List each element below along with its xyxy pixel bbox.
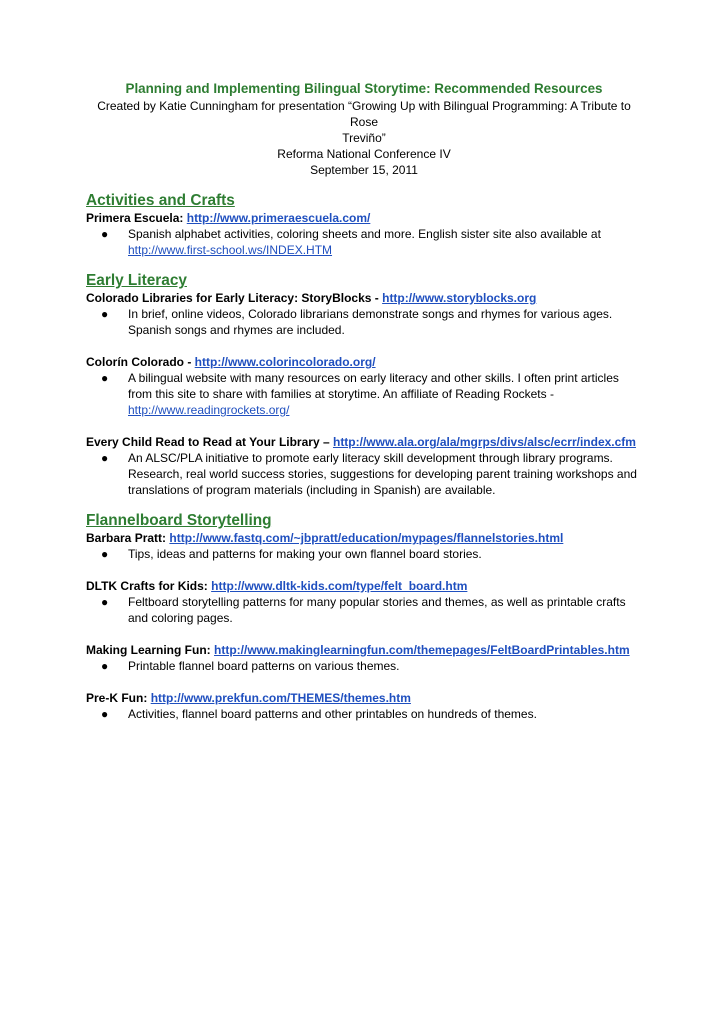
- list-item: [86, 226, 642, 258]
- list-item: [86, 706, 642, 722]
- resource-title: [86, 642, 728, 658]
- resource-link[interactable]: http://www.storyblocks.org: [382, 291, 537, 305]
- list-item: [86, 450, 642, 498]
- resource-link[interactable]: http://www.fastq.com/~jbpratt/education/mypages/flannelstories.html: [169, 531, 564, 545]
- bullet-icon: ●: [101, 595, 109, 609]
- resource-name: Primera Escuela:: [86, 211, 184, 225]
- spacer: [86, 674, 728, 690]
- resource-link[interactable]: http://www.prekfun.com/THEMES/themes.htm: [150, 691, 411, 705]
- spacer: [86, 418, 728, 434]
- resource-name: Colorín Colorado -: [86, 355, 192, 369]
- bullet-text: Feltboard storytelling patterns for many popular stories and themes, as well as printable crafts and coloring pages.: [128, 595, 626, 625]
- resource-title: [86, 354, 728, 370]
- bullet-list: [86, 594, 728, 626]
- bullet-icon: ●: [101, 547, 109, 561]
- resource-name: Every Child Read to Read at Your Library –: [86, 435, 330, 449]
- bullet-text: Activities, flannel board patterns and other printables on hundreds of themes.: [128, 707, 537, 721]
- bullet-list: [86, 706, 728, 722]
- section-flannelboard-storytelling: [86, 511, 728, 722]
- resource-link[interactable]: http://www.primeraescuela.com/: [186, 211, 371, 225]
- bullet-list: [86, 546, 728, 562]
- bullet-text: Printable flannel board patterns on various themes.: [128, 659, 400, 673]
- section-heading: Flannelboard Storytelling: [86, 512, 272, 529]
- section-heading: Early Literacy: [86, 272, 187, 289]
- bullet-icon: ●: [101, 227, 109, 241]
- bullet-text: In brief, online videos, Colorado librarians demonstrate songs and rhymes for various ages. Spanish songs and rhymes are included.: [128, 307, 613, 337]
- bullet-link[interactable]: http://www.first-school.ws/INDEX.HTM: [128, 243, 333, 257]
- resource-title: [86, 530, 728, 546]
- document-header: [86, 80, 642, 178]
- bullet-icon: ●: [101, 707, 109, 721]
- bullet-list: [86, 370, 728, 418]
- resource-link[interactable]: http://www.colorincolorado.org/: [194, 355, 376, 369]
- resource-title: [86, 290, 728, 306]
- document-page: [0, 80, 728, 1022]
- resource-name: Colorado Libraries for Early Literacy: StoryBlocks -: [86, 291, 379, 305]
- resource-title: [86, 690, 728, 706]
- header-credit-line-cont: Treviño”: [342, 131, 386, 145]
- bullet-list: [86, 450, 728, 498]
- bullet-text: A bilingual website with many resources on early literacy and other skills. I often print articles from this site to share with families at storytime. An affiliate of Reading Rockets -: [128, 371, 619, 401]
- bullet-icon: ●: [101, 451, 109, 465]
- resource-name: Barbara Pratt:: [86, 531, 167, 545]
- resource-name: DLTK Crafts for Kids:: [86, 579, 208, 593]
- resource-link[interactable]: http://www.dltk-kids.com/type/felt_board.htm: [211, 579, 468, 593]
- resource-title: [86, 434, 728, 450]
- resource-name: Making Learning Fun:: [86, 643, 211, 657]
- bullet-icon: ●: [101, 659, 109, 673]
- document-title: Planning and Implementing Bilingual Storytime: Recommended Resources: [125, 81, 603, 96]
- spacer: [86, 562, 728, 578]
- resource-link[interactable]: http://www.makinglearningfun.com/themepages/FeltBoardPrintables.htm: [214, 643, 630, 657]
- header-conference: Reforma National Conference IV: [277, 147, 451, 161]
- section-heading: Activities and Crafts: [86, 192, 235, 209]
- bullet-icon: ●: [101, 307, 109, 321]
- bullet-link[interactable]: http://www.readingrockets.org/: [128, 403, 290, 417]
- header-date: September 15, 2011: [310, 163, 418, 177]
- bullet-list: [86, 226, 728, 258]
- bullet-list: [86, 306, 728, 338]
- bullet-icon: ●: [101, 371, 109, 385]
- list-item: [86, 306, 642, 338]
- spacer: [86, 338, 728, 354]
- resource-title: [86, 578, 728, 594]
- header-credit-line: Created by Katie Cunningham for presentation “Growing Up with Bilingual Programming: A Tribute to Rose: [97, 99, 631, 129]
- section-early-literacy: [86, 271, 728, 498]
- bullet-text: Tips, ideas and patterns for making your own flannel board stories.: [128, 547, 482, 561]
- list-item: [86, 658, 642, 674]
- bullet-text: Spanish alphabet activities, coloring sheets and more. English sister site also available at: [128, 227, 601, 241]
- list-item: [86, 546, 642, 562]
- list-item: [86, 370, 642, 418]
- section-activities-and-crafts: [86, 191, 728, 258]
- bullet-list: [86, 658, 728, 674]
- resource-title: [86, 210, 728, 226]
- bullet-text: An ALSC/PLA initiative to promote early literacy skill development through library programs. Research, real world success stories, suggestions for developing parent training workshops and translations of program materials (including in Spanish) are available.: [128, 451, 637, 497]
- spacer: [86, 626, 728, 642]
- list-item: [86, 594, 642, 626]
- resource-name: Pre-K Fun:: [86, 691, 148, 705]
- resource-link[interactable]: http://www.ala.org/ala/mgrps/divs/alsc/ecrr/index.cfm: [332, 435, 636, 449]
